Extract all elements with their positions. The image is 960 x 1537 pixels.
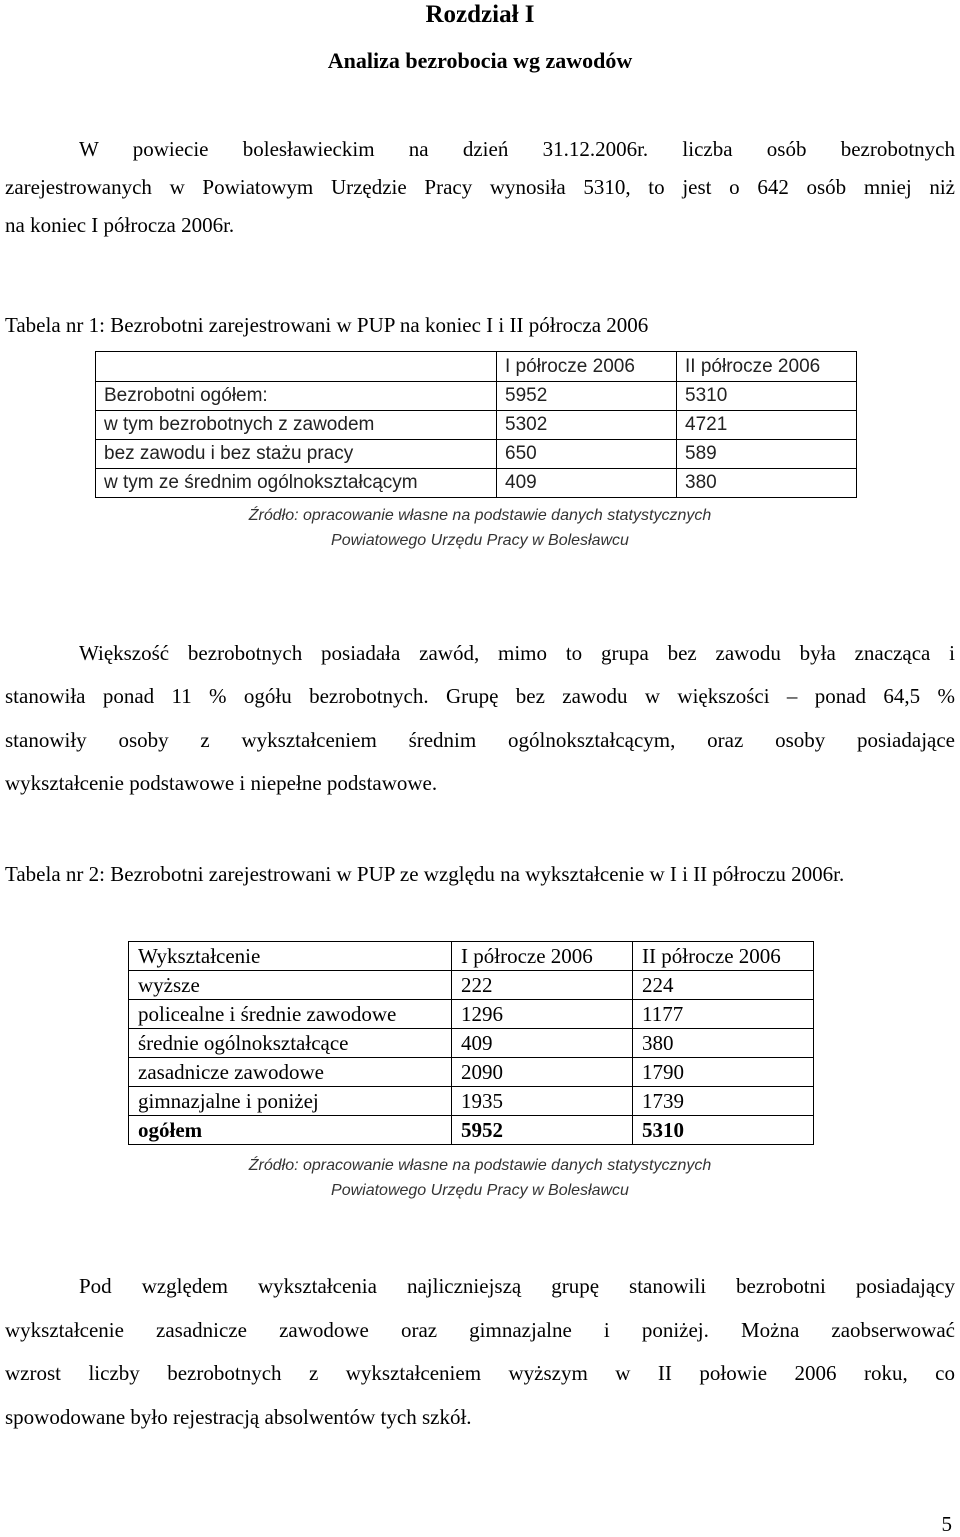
table-row bbox=[129, 1000, 814, 1029]
table-cell: 409 bbox=[497, 469, 677, 498]
table-cell: 222 bbox=[452, 971, 633, 1000]
table-cell: 5952 bbox=[452, 1116, 633, 1145]
table1-source bbox=[0, 503, 960, 553]
table-header-cell: II półrocze 2006 bbox=[677, 352, 857, 382]
table-cell: 5302 bbox=[497, 411, 677, 440]
table-cell: 380 bbox=[677, 469, 857, 498]
table-header-cell bbox=[96, 352, 497, 382]
table-cell: wyższe bbox=[129, 971, 452, 1000]
table-cell: 2090 bbox=[452, 1058, 633, 1087]
table-cell: 1739 bbox=[633, 1087, 814, 1116]
source-line: Powiatowego Urzędu Pracy w Bolesławcu bbox=[331, 532, 629, 549]
paragraph-line: stanowiły osoby z wykształceniem średnim ogólnokształcącym, oraz osoby posiadające bbox=[5, 727, 955, 752]
table-header-row bbox=[129, 942, 814, 971]
table-header-row bbox=[96, 352, 857, 382]
table-cell: gimnazjalne i poniżej bbox=[129, 1087, 452, 1116]
table-cell: 1177 bbox=[633, 1000, 814, 1029]
table-row bbox=[129, 1058, 814, 1087]
paragraph-line: wykształcenie podstawowe i niepełne podstawowe. bbox=[5, 770, 438, 795]
source-line: Źródło: opracowanie własne na podstawie danych statystycznych bbox=[248, 1157, 712, 1174]
table-row bbox=[129, 971, 814, 1000]
paragraph-education bbox=[5, 1265, 955, 1440]
source-line: Powiatowego Urzędu Pracy w Bolesławcu bbox=[331, 1182, 629, 1199]
table-cell: 4721 bbox=[677, 411, 857, 440]
page-number: 5 bbox=[941, 1512, 952, 1536]
table-cell: 5952 bbox=[497, 382, 677, 411]
table-cell: 5310 bbox=[633, 1116, 814, 1145]
paragraph-line: W powiecie bolesławieckim na dzień 31.12.2006r. liczba osób bezrobotnych bbox=[79, 137, 955, 161]
table1-caption: Tabela nr 1: Bezrobotni zarejestrowani w PUP na koniec I i II półrocza 2006 bbox=[5, 313, 649, 337]
table-header-cell: II półrocze 2006 bbox=[633, 942, 814, 971]
table2-caption: Tabela nr 2: Bezrobotni zarejestrowani w PUP ze względu na wykształcenie w I i II półroczu 2006r. bbox=[5, 862, 845, 886]
table-row bbox=[96, 411, 857, 440]
paragraph-line: spowodowane było rejestracją absolwentów tych szkół. bbox=[5, 1405, 472, 1430]
table-cell: średnie ogólnokształcące bbox=[129, 1029, 452, 1058]
table-cell: policealne i średnie zawodowe bbox=[129, 1000, 452, 1029]
table-row bbox=[129, 1029, 814, 1058]
table2-source bbox=[0, 1153, 960, 1203]
paragraph-line: wzrost liczby bezrobotnych z wykształceniem wyższym w II połowie 2006 roku, co bbox=[5, 1361, 955, 1386]
table-cell: 409 bbox=[452, 1029, 633, 1058]
table-cell: zasadnicze zawodowe bbox=[129, 1058, 452, 1087]
paragraph-line: Pod względem wykształcenia najliczniejszą grupę stanowili bezrobotni posiadający bbox=[79, 1274, 955, 1298]
chapter-heading: Rozdział I bbox=[425, 1, 535, 28]
table-header-cell: I półrocze 2006 bbox=[452, 942, 633, 971]
paragraph-line: zarejestrowanych w Powiatowym Urzędzie Pracy wynosiła 5310, to jest o 642 osób mniej niż bbox=[5, 175, 955, 199]
table-cell: 589 bbox=[677, 440, 857, 469]
table1 bbox=[95, 351, 857, 498]
table-cell: w tym ze średnim ogólnokształcącym bbox=[96, 469, 497, 498]
table-row bbox=[96, 382, 857, 411]
table2 bbox=[128, 941, 814, 1145]
table-cell: Bezrobotni ogółem: bbox=[96, 382, 497, 411]
table-cell: 650 bbox=[497, 440, 677, 469]
table-total-row bbox=[129, 1116, 814, 1145]
table-header-cell: Wykształcenie bbox=[129, 942, 452, 971]
table-row bbox=[96, 469, 857, 498]
paragraph-intro bbox=[5, 130, 955, 244]
table-cell: 224 bbox=[633, 971, 814, 1000]
paragraph-line: na koniec I półrocza 2006r. bbox=[5, 213, 235, 237]
table-cell: w tym bezrobotnych z zawodem bbox=[96, 411, 497, 440]
table-header-cell: I półrocze 2006 bbox=[497, 352, 677, 382]
table-cell: 1296 bbox=[452, 1000, 633, 1029]
source-line: Źródło: opracowanie własne na podstawie danych statystycznych bbox=[248, 507, 712, 524]
chapter-subtitle: Analiza bezrobocia wg zawodów bbox=[327, 48, 633, 73]
paragraph-occupation bbox=[5, 632, 955, 805]
table-row bbox=[96, 440, 857, 469]
paragraph-line: wykształcenie zasadnicze zawodowe oraz gimnazjalne i poniżej. Można zaobserwować bbox=[5, 1317, 955, 1342]
paragraph-line: stanowiła ponad 11 % ogółu bezrobotnych. Grupę bez zawodu w większości – ponad 64,5 % bbox=[5, 684, 955, 709]
table-cell: 1790 bbox=[633, 1058, 814, 1087]
table-row bbox=[129, 1087, 814, 1116]
table-cell: 5310 bbox=[677, 382, 857, 411]
paragraph-line: Większość bezrobotnych posiadała zawód, mimo to grupa bez zawodu była znacząca i bbox=[79, 641, 955, 665]
table-cell: ogółem bbox=[129, 1116, 452, 1145]
table-cell: 380 bbox=[633, 1029, 814, 1058]
table-cell: 1935 bbox=[452, 1087, 633, 1116]
table-cell: bez zawodu i bez stażu pracy bbox=[96, 440, 497, 469]
